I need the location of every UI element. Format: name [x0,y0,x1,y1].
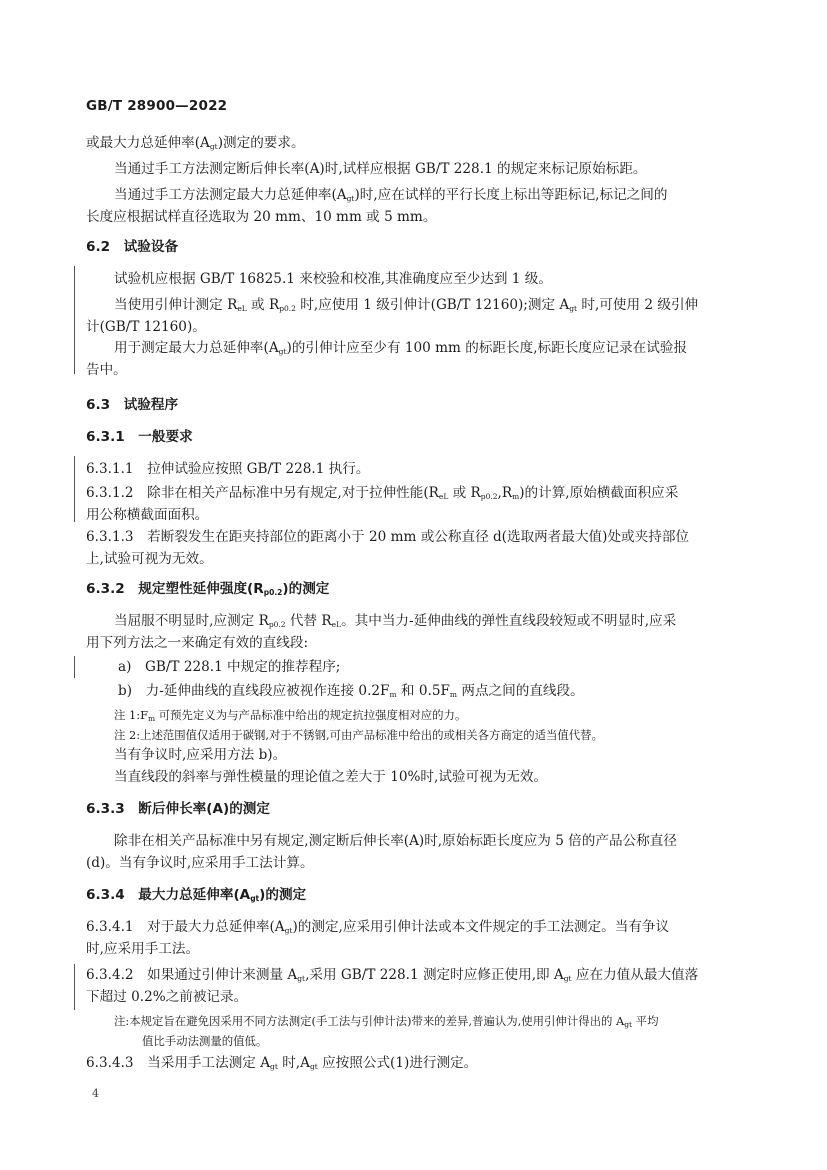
paragraph-line: 当使用引伸计测定 $R_{eL}$ 或 $R_{p0.2}$ 时,应使用 1 级引伸计(GB/T 12160);测定 $A_{gt}$ 时,可使用 2 级引伸 [114,297,699,313]
paragraph-line: 除非在相关产品标准中另有规定,测定断后伸长率(A)时,原始标距长度应为 5 倍的产品公称直径 [114,833,677,849]
note-2: 注 2:上述范围值仅适用于碳钢,对于不锈钢,可由产品标准中给出的或相关各方商定的适当值代替。 [114,728,603,742]
section-heading-6-3-4: 6.3.4 最大力总延伸率$(A_{gt})$的测定 [86,887,307,903]
section-heading-6-3: 6.3 试验程序 [86,397,179,413]
list-item-b: b) 力-延伸曲线的直线段应被视作连接 $0.2F_m$ 和 $0.5F_m$ 两点之间的直线段。 [118,683,584,699]
paragraph-line: 当通过手工方法测定断后伸长率(A)时,试样应根据 GB/T 228.1 的规定来标记原始标距。 [114,161,647,177]
paragraph-line: 长度应根据试样直径选取为 20 mm、10 mm 或 5 mm。 [86,209,437,225]
change-bar [74,456,75,522]
paragraph-line: 当屈服不明显时,应测定 $R_{p0.2}$ 代替 $R_{eL}$。其中当力-延伸曲线的弹性直线段较短或不明显时,应采 [114,613,677,629]
paragraph-line: 计(GB/T 12160)。 [86,319,206,335]
clause-6-3-4-2: 6.3.4.2 如果通过引伸计来测量 $A_{gt}$,采用 GB/T 228.1 测定时应修正使用,即 $A_{gt}$ 应在力值从最大值落 [86,967,699,983]
change-bar [74,656,75,678]
paragraph-line: 当通过手工方法测定最大力总延伸率$(A_{gt})$时,应在试样的平行长度上标出等距标记,标记之间的 [114,187,668,203]
paragraph-line: 用下列方法之一来确定有效的直线段: [86,635,309,651]
section-heading-6-3-2: 6.3.2 规定塑性延伸强度$(R_{p0.2})$的测定 [86,581,330,597]
change-bar [74,964,75,1010]
paragraph-line: 当直线段的斜率与弹性模量的理论值之差大于 10%时,试验可视为无效。 [114,769,548,785]
paragraph-line: 告中。 [86,362,127,378]
page-number: 4 [92,1087,99,1100]
clause-6-3-1-1: 6.3.1.1 拉伸试验应按照 GB/T 228.1 执行。 [86,461,370,477]
paragraph-line: 上,试验可视为无效。 [86,551,213,567]
paragraph-line: 试验机应根据 GB/T 16825.1 来校验和校准,其准确度应至少达到 1 级。 [114,271,552,287]
clause-6-3-4-3: 6.3.4.3 当采用手工法测定 $A_{gt}$ 时$,A_{gt}$ 应按照公式(1)进行测定。 [86,1055,478,1071]
paragraph-line: 当有争议时,应采用方法 b)。 [114,747,287,763]
section-heading-6-2: 6.2 试验设备 [86,239,179,255]
paragraph-line: (d)。当有争议时,应采用手工法计算。 [86,855,314,871]
clause-6-3-4-1: 6.3.4.1 对于最大力总延伸率$(A_{gt})$的测定,应采用引伸计法或本文件规定的手工法测定。当有争议 [86,919,670,935]
paragraph-line: 下超过 0.2%之前被记录。 [86,989,248,1005]
note: 注:本规定旨在避免因采用不同方法测定(手工法与引伸计法)带来的差异,普遍认为,使用引伸计得出的 $A_{gt}$ 平均 [114,1014,659,1029]
list-item-a: a) GB/T 228.1 中规定的推荐程序; [118,659,341,675]
standard-number: GB/T 28900—2022 [86,98,228,114]
section-heading-6-3-1: 6.3.1 一般要求 [86,429,193,445]
paragraph-line: 时,应采用手工法。 [86,941,200,957]
note-1: 注 $1:F_m$ 可预先定义为与产品标准中给出的规定抗拉强度相对应的力。 [114,708,467,723]
paragraph-line: 或最大力总延伸率$(A_{gt})$测定的要求。 [86,135,305,151]
note-continued: 值比手动法测量的值低。 [142,1034,268,1048]
section-heading-6-3-3: 6.3.3 断后伸长率(A)的测定 [86,801,270,817]
paragraph-line: 用于测定最大力总延伸率$(A_{gt})$的引伸计应至少有 100 mm 的标距长度,标距长度应记录在试验报 [114,340,688,356]
clause-6-3-1-2: 6.3.1.2 除非在相关产品标准中另有规定,对于拉伸性能($R_{eL}$ 或 $R_{p0.2},R_m$)的计算,原始横截面积应采 [86,485,679,501]
change-bar [74,266,75,374]
paragraph-line: 用公称横截面面积。 [86,507,209,523]
clause-6-3-1-3: 6.3.1.3 若断裂发生在距夹持部位的距离小于 20 mm 或公称直径 d(选取两者最大值)处或夹持部位 [86,529,690,545]
